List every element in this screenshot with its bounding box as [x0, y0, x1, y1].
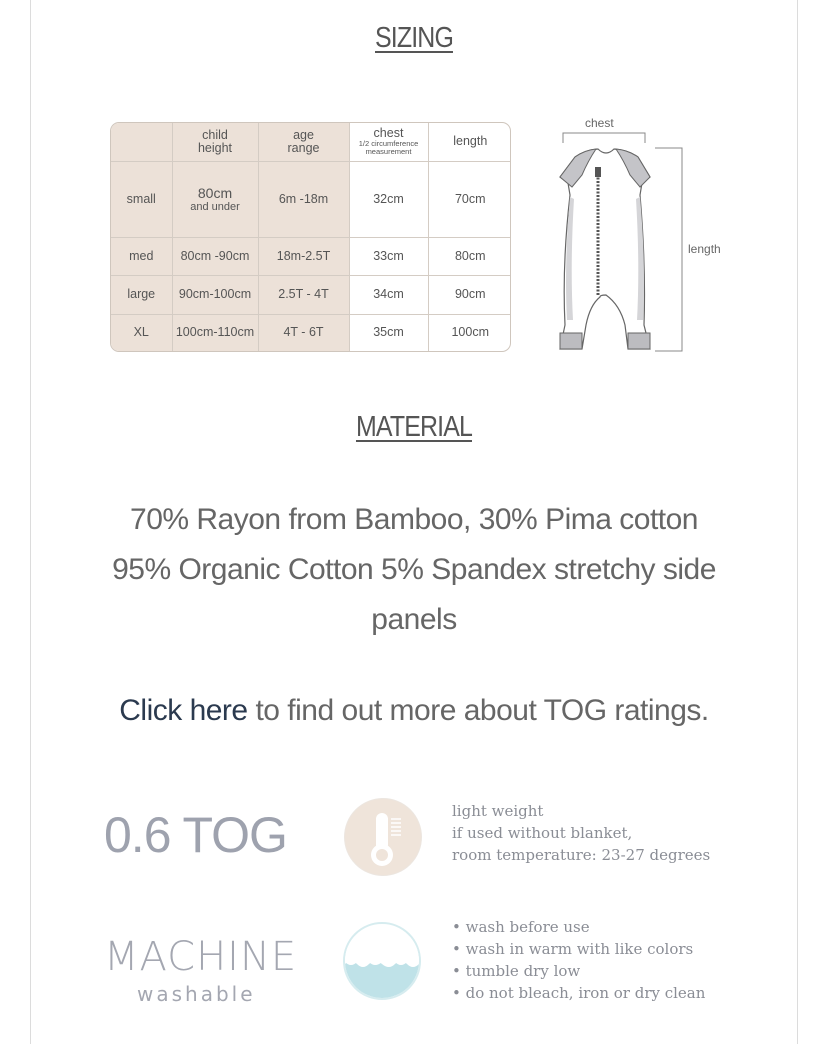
- wash-info-line: • wash before use: [452, 918, 590, 936]
- tog-info-sentence: [0, 694, 828, 728]
- water-wave-icon: [343, 922, 421, 1000]
- sizing-table: [110, 122, 511, 352]
- table-cell-chest: 35cm: [349, 314, 428, 351]
- tog-info-line: if used without blanket,: [452, 824, 633, 842]
- material-line-2: 95% Organic Cotton 5% Spandex stretchy side: [112, 553, 716, 586]
- table-row: [111, 314, 511, 351]
- tog-ratings-link[interactable]: Click here: [119, 694, 248, 727]
- table-cell-size: XL: [111, 314, 172, 351]
- sleep-suit-drawing: [530, 115, 730, 360]
- material-line-1: 70% Rayon from Bamboo, 30% Pima cotton: [130, 503, 698, 536]
- table-cell-height: 80cm -90cm: [172, 238, 258, 276]
- table-cell-length: 80cm: [428, 238, 511, 276]
- thermometer-icon: [344, 798, 422, 876]
- table-cell-height: 100cm-110cm: [172, 314, 258, 351]
- material-line-3: panels: [371, 603, 457, 636]
- sizing-heading: SIZING: [375, 22, 453, 54]
- tog-info-line: light weight: [452, 802, 544, 820]
- table-row: [111, 276, 511, 314]
- table-header-length: length: [428, 123, 511, 161]
- table-header-row: [111, 123, 511, 161]
- table-cell-length: 100cm: [428, 314, 511, 351]
- table-header-chest: chest 1/2 circumference measurement: [349, 123, 428, 161]
- washable-subtitle: washable: [137, 982, 256, 1006]
- table-header-child-height: child height: [172, 123, 258, 161]
- table-cell-height: 80cm and under: [172, 161, 258, 238]
- wash-info-line: • tumble dry low: [452, 962, 581, 980]
- table-header-age-range: age range: [258, 123, 349, 161]
- table-cell-age: 18m-2.5T: [258, 238, 349, 276]
- wash-info-line: • do not bleach, iron or dry clean: [452, 984, 706, 1002]
- table-cell-size: large: [111, 276, 172, 314]
- tog-rating-title: 0.6 TOG: [104, 807, 287, 863]
- table-cell-height: 90cm-100cm: [172, 276, 258, 314]
- table-cell-age: 2.5T - 4T: [258, 276, 349, 314]
- wash-info-text: [452, 916, 705, 1004]
- table-cell-chest: 33cm: [349, 238, 428, 276]
- wash-info-line: • wash in warm with like colors: [452, 940, 694, 958]
- sleep-suit-diagram: [530, 115, 730, 360]
- table-row: [111, 161, 511, 238]
- table-cell-chest: 34cm: [349, 276, 428, 314]
- tog-info-line: room temperature: 23-27 degrees: [452, 846, 711, 864]
- table-cell-length: 70cm: [428, 161, 511, 238]
- table-cell-age: 4T - 6T: [258, 314, 349, 351]
- material-heading: MATERIAL: [355, 411, 472, 443]
- diagram-chest-label: chest: [585, 116, 614, 130]
- machine-title: MACHINE: [104, 934, 298, 980]
- table-cell-size: small: [111, 161, 172, 238]
- tog-info-text: [452, 800, 710, 866]
- table-cell-chest: 32cm: [349, 161, 428, 238]
- table-cell-age: 6m -18m: [258, 161, 349, 238]
- table-cell-length: 90cm: [428, 276, 511, 314]
- table-cell-size: med: [111, 238, 172, 276]
- table-header-size: [111, 123, 172, 161]
- diagram-length-label: length: [688, 242, 721, 256]
- table-row: [111, 238, 511, 276]
- tog-link-suffix: to find out more about TOG ratings.: [247, 694, 709, 727]
